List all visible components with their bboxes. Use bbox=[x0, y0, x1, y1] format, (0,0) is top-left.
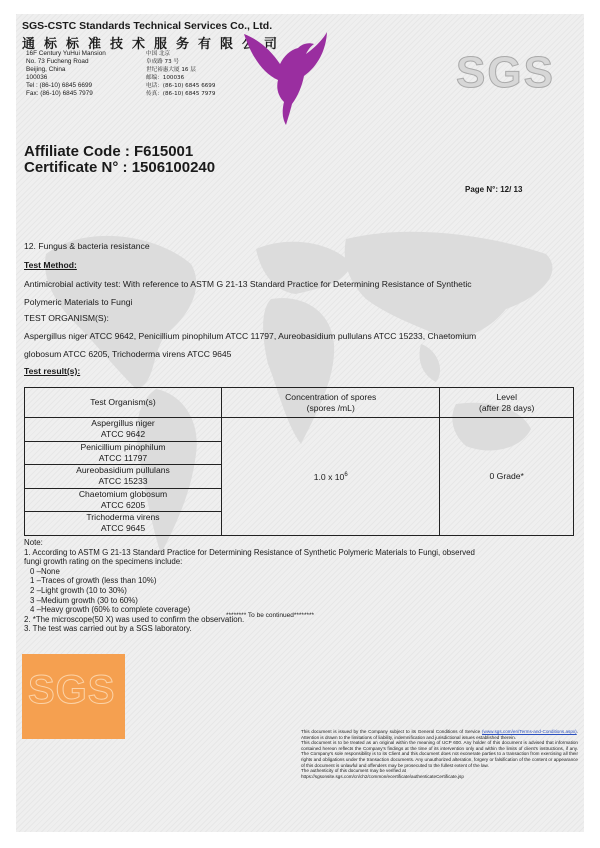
organism-cell: Aureobasidium pullulans ATCC 15233 bbox=[25, 465, 222, 489]
disclaimer-text: This document is issued by the Company subject to its General Conditions of Service bbox=[301, 729, 481, 734]
rating-item: 0 –None bbox=[30, 566, 60, 576]
address-line: 世纪裕惠大厦 16 层 bbox=[146, 67, 196, 73]
address-line: No. 73 Fucheng Road bbox=[26, 58, 89, 65]
address-line: 100036 bbox=[26, 74, 48, 81]
test-method-text: Antimicrobial activity test: With reference to ASTM G 21-13 Standard Practice for Determining Resistance of Synthetic bbox=[24, 279, 472, 289]
organism-cell: Chaetomium globosum ATCC 6205 bbox=[25, 488, 222, 512]
address-line: 阜成路 73 号 bbox=[146, 59, 180, 65]
company-name-cn: 通标标准技术服务有限公司 bbox=[22, 37, 287, 52]
rating-item: 4 –Heavy growth (60% to complete coverage) bbox=[30, 605, 191, 615]
test-method-text: Polymeric Materials to Fungi bbox=[24, 297, 133, 307]
note-line: 1. According to ASTM G 21-13 Standard Practice for Determining Resistance of Synthetic Polymeric Materials to Fungi, observed bbox=[24, 547, 475, 557]
rating-item: 3 –Medium growth (30 to 60%) bbox=[30, 595, 138, 605]
address-line: 中国 北京 bbox=[146, 51, 171, 57]
bird-logo-icon bbox=[242, 30, 328, 126]
header-level: Level (after 28 days) bbox=[440, 388, 574, 418]
section-title: 12. Fungus & bacteria resistance bbox=[24, 241, 150, 251]
page-number: Page N°: 12/ 13 bbox=[465, 185, 523, 194]
concentration-cell bbox=[222, 418, 440, 536]
concentration-value: 1.0 x 10 bbox=[313, 471, 345, 482]
test-result-heading: Test result(s): bbox=[24, 366, 81, 376]
legal-disclaimer bbox=[301, 729, 578, 779]
address-line: Beijing, China bbox=[26, 66, 66, 73]
table-row bbox=[25, 418, 574, 442]
disclaimer-paragraph: The authenticity of this document may be verified at bbox=[301, 768, 406, 774]
test-organism-label: TEST ORGANISM(S): bbox=[24, 313, 109, 323]
header-concentration: Concentration of spores (spores /mL) bbox=[222, 388, 440, 418]
rating-item: 2 –Light growth (10 to 30%) bbox=[30, 585, 127, 595]
note-line: fungi growth rating on the specimens include: bbox=[24, 557, 183, 567]
address-cn bbox=[146, 50, 215, 98]
terms-link[interactable]: (www.sgs.com/en/Terms-and-Conditions.aspx) bbox=[482, 729, 577, 734]
address-line: 16F Century YuHui Mansion bbox=[26, 50, 106, 57]
sgs-logo bbox=[448, 46, 555, 104]
fax-line: Fax: (86-10) 6845 7979 bbox=[26, 90, 93, 97]
test-method-heading: Test Method: bbox=[24, 260, 77, 270]
to-be-continued: ******** To be continued******** bbox=[226, 612, 315, 619]
notes bbox=[24, 538, 475, 634]
results-table bbox=[24, 387, 574, 536]
phone-line: Tel : (86-10) 6845 6699 bbox=[26, 82, 93, 89]
organism-cell: Penicillium pinophilum ATCC 11797 bbox=[25, 441, 222, 465]
table-header-row bbox=[25, 388, 574, 418]
note-line: 3. The test was carried out by a SGS laboratory. bbox=[24, 624, 192, 634]
notes-label: Note: bbox=[24, 538, 43, 547]
rating-item: 1 –Traces of growth (less than 10%) bbox=[30, 576, 157, 586]
organism-cell: Trichoderma virens ATCC 9645 bbox=[25, 512, 222, 536]
certificate-page bbox=[16, 14, 584, 832]
phone-line: 电话：(86-10) 6845 6699 bbox=[146, 83, 216, 89]
note-line: 2. *The microscope(50 X) was used to confirm the observation. bbox=[24, 614, 245, 624]
organism-cell: Aspergillus niger ATCC 9642 bbox=[25, 418, 222, 442]
level-cell: 0 Grade* bbox=[440, 418, 574, 536]
disclaimer-text: . Attention is drawn to the limitations of liability, indemnification and jurisdictional issues established therein. bbox=[301, 729, 578, 740]
company-name-en: SGS-CSTC Standards Technical Services Co., Ltd. bbox=[22, 20, 273, 32]
address-line: 邮编：100036 bbox=[146, 75, 185, 81]
disclaimer-paragraph: This document is to be treated as an original within the meaning of UCP 600. Any holder of this document is advised that information contained hereon reflects the Company's findings at the time of its intervention only and within the limits of client's instructions, if any. The Company's sole responsibility is to its Client and this document does not exonerate parties to a transaction from exercising all their rights and obligations under the transaction documents. Any unauthorized alteration, forgery or falsification of the content or appearance of this document is unlawful and offenders may be prosecuted to the fullest extent of the law. bbox=[301, 740, 578, 768]
verification-link[interactable]: https://sgsonsite.sgs.com/cn/ch2/common/ecertificate/authenticateCertificate.jsp bbox=[301, 773, 464, 779]
affiliate-code: Affiliate Code : F615001 bbox=[24, 143, 194, 160]
organism-list: globosum ATCC 6205, Trichoderma virens ATCC 9645 bbox=[24, 349, 232, 359]
concentration-exponent: 6 bbox=[344, 471, 348, 478]
header-test-organism: Test Organism(s) bbox=[25, 388, 222, 418]
address-en bbox=[26, 50, 106, 98]
fax-line: 传真：(86-10) 6845 7979 bbox=[146, 91, 216, 97]
disclaimer-paragraph bbox=[301, 729, 578, 740]
certificate-number: Certificate N° : 1506100240 bbox=[24, 159, 216, 176]
organism-list: Aspergillus niger ATCC 9642, Penicillium pinophilum ATCC 11797, Aureobasidium pullulans ATCC 15233, Chaetomium bbox=[24, 331, 477, 341]
sgs-footer-logo-text: SGS bbox=[28, 668, 116, 712]
sgs-footer-logo bbox=[22, 654, 125, 739]
sgs-logo-text: SGS bbox=[456, 48, 555, 97]
